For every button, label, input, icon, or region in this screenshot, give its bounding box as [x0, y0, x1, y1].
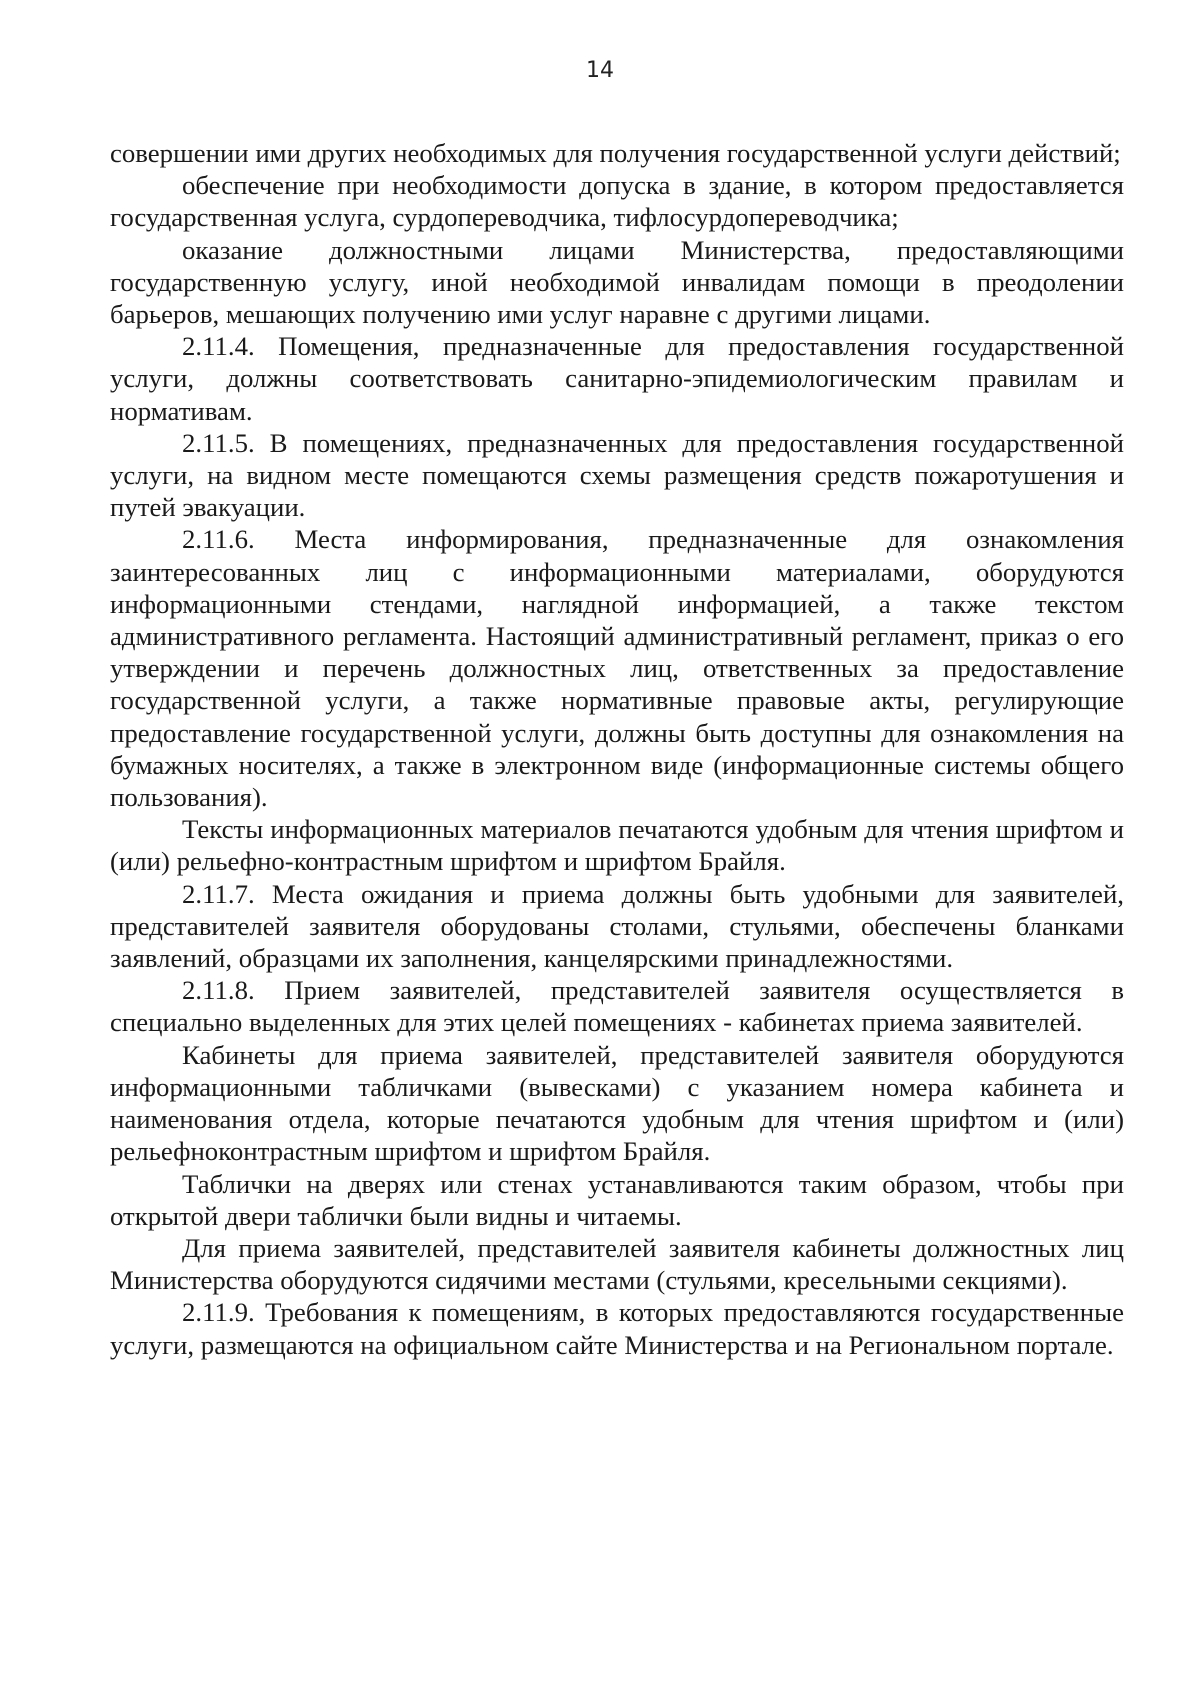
paragraph-seating: Для приема заявителей, представителей заявителя кабинеты должностных лиц Министерства оборудуются сидячими местами (стульями, кресельными секциями).	[110, 1232, 1124, 1296]
paragraph-2-11-7: 2.11.7. Места ожидания и приема должны быть удобными для заявителей, представителей заявителя оборудованы столами, стульями, обеспечены бланками заявлений, образцами их заполнения, канцелярскими принадлежностями.	[110, 878, 1124, 974]
paragraph-2-11-6: 2.11.6. Места информирования, предназначенные для ознакомления заинтересованных лиц с информационными материалами, оборудуются информационными стендами, наглядной информацией, а также текстом административного регламента. Настоящий административный регламент, приказ о его утверждении и перечень должностных лиц, ответственных за предоставление государственной услуги, а также нормативные правовые акты, регулирующие предоставление государственной услуги, должны быть доступны для ознакомления на бумажных носителях, а также в электронном виде (информационные системы общего пользования).	[110, 524, 1124, 813]
document-body	[110, 137, 1124, 1361]
paragraph-sign-interpreter: обеспечение при необходимости допуска в здание, в котором предоставляется государственная услуга, сурдопереводчика, тифлосурдопереводчика;	[110, 170, 1124, 233]
paragraph-2-11-5: 2.11.5. В помещениях, предназначенных для предоставления государственной услуги, на видном месте помещаются схемы размещения средств пожаротушения и путей эвакуации.	[110, 427, 1124, 523]
paragraph-cabinets: Кабинеты для приема заявителей, представителей заявителя оборудуются информационными табличками (вывесками) с указанием номера кабинета и наименования отдела, которые печатаются удобным для чтения шрифтом и (или) рельефноконтрастным шрифтом и шрифтом Брайля.	[110, 1039, 1124, 1167]
paragraph-texts-braille: Тексты информационных материалов печатаются удобным для чтения шрифтом и (или) рельефно-контрастным шрифтом и шрифтом Брайля.	[110, 814, 1124, 877]
paragraph-2-11-9: 2.11.9. Требования к помещениям, в которых предоставляются государственные услуги, размещаются на официальном сайте Министерства и на Региональном портале.	[110, 1297, 1124, 1360]
paragraph-continuation: совершении ими других необходимых для получения государственной услуги действий;	[110, 138, 1121, 168]
paragraph-2-11-4: 2.11.4. Помещения, предназначенные для предоставления государственной услуги, должны соответствовать санитарно-эпидемиологическим правилам и нормативам.	[110, 331, 1124, 426]
paragraph-assistance: оказание должностными лицами Министерства, предоставляющими государственную услугу, иной необходимой инвалидам помощи в преодолении барьеров, мешающих получению ими услуг наравне с другими лицами.	[110, 234, 1124, 330]
paragraph-door-plates: Таблички на дверях или стенах устанавливаются таким образом, чтобы при открытой двери таблички были видны и читаемы.	[110, 1168, 1124, 1231]
page-number: 14	[586, 58, 614, 83]
paragraph-2-11-8: 2.11.8. Прием заявителей, представителей заявителя осуществляется в специально выделенных для этих целей помещениях - кабинетах приема заявителей.	[110, 975, 1124, 1038]
